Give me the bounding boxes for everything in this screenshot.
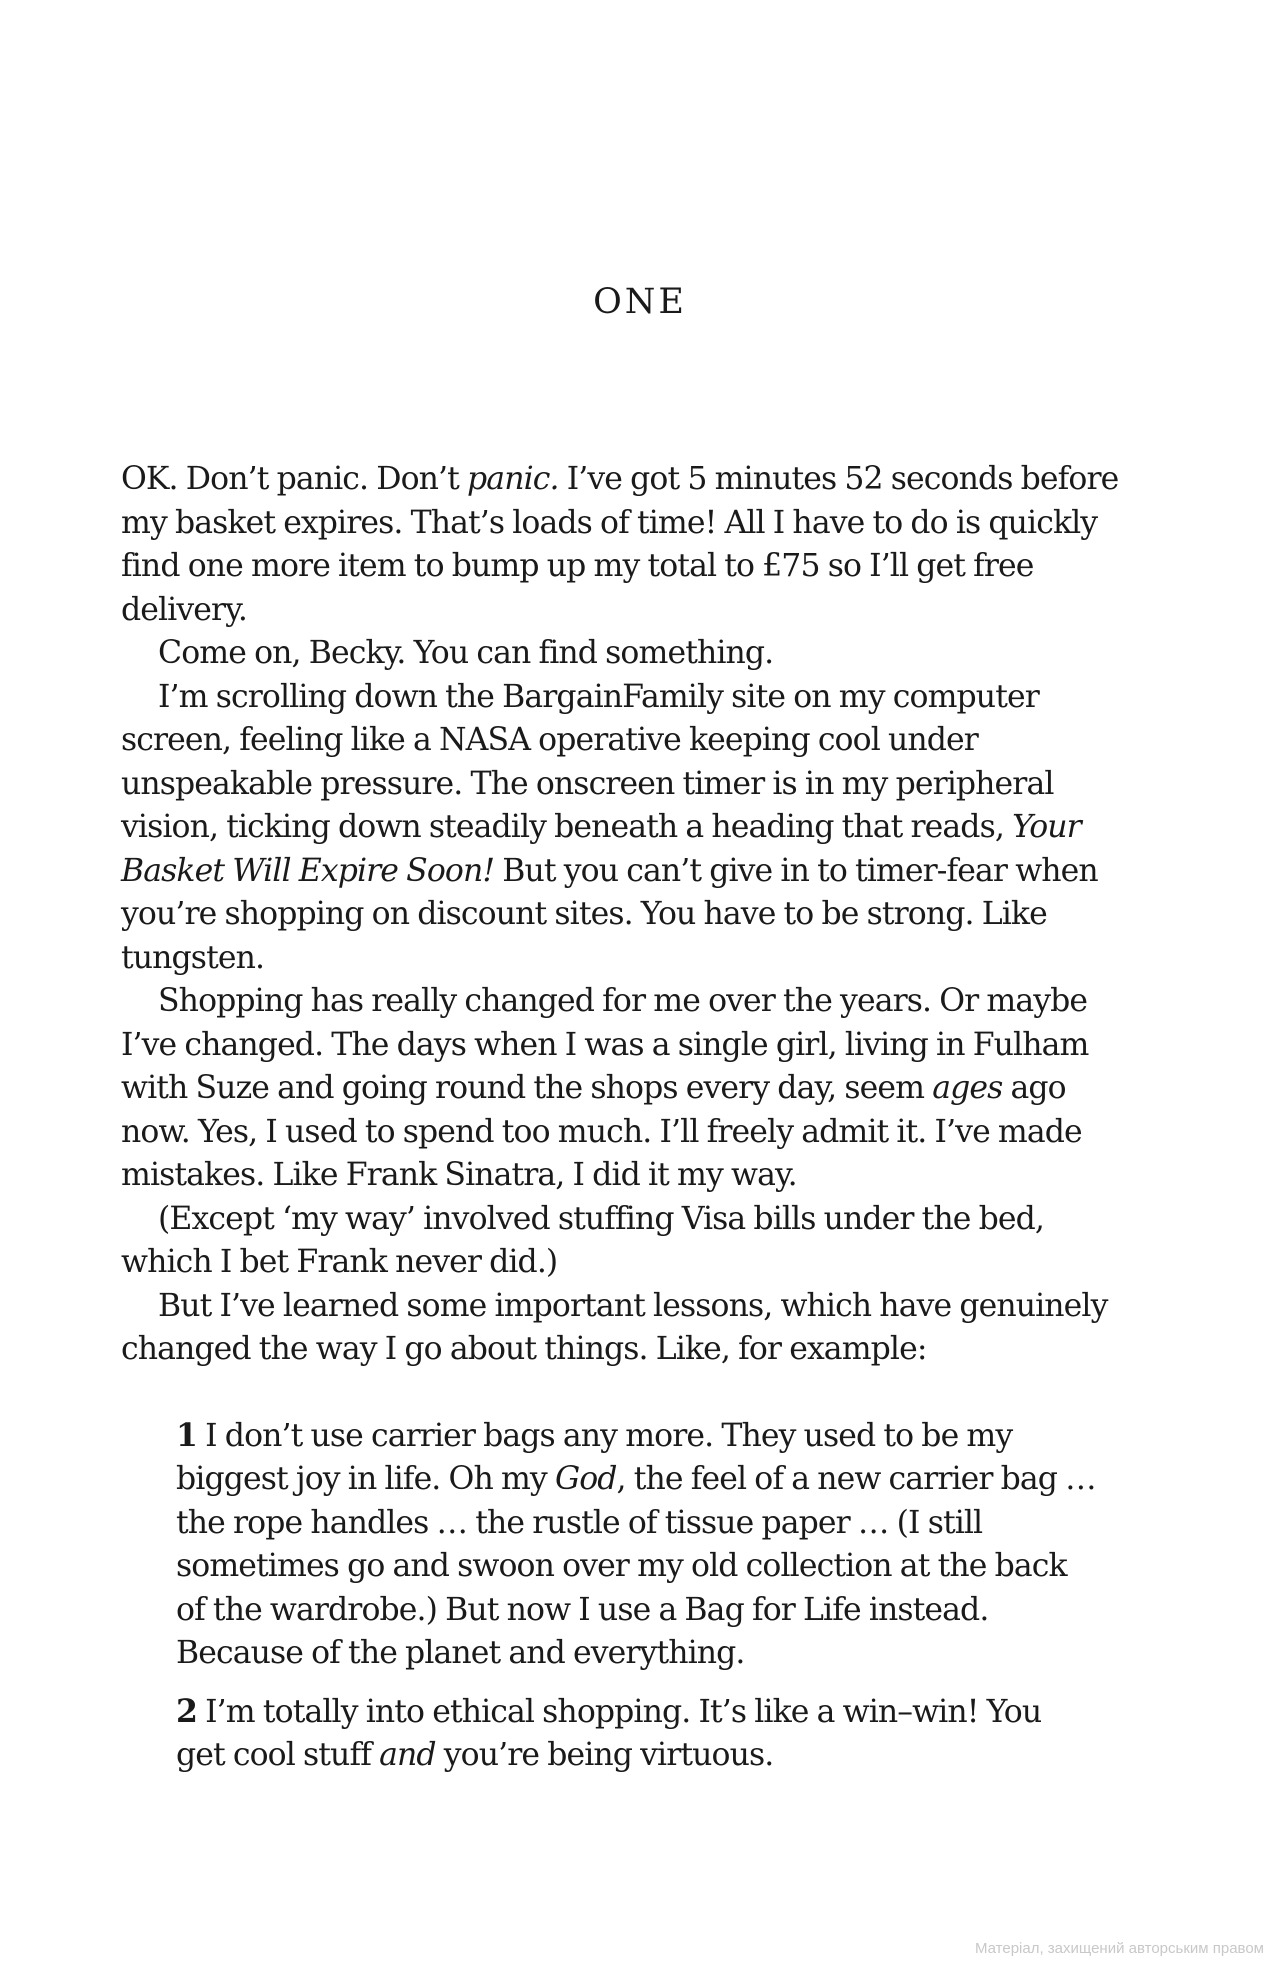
text-line xyxy=(121,1024,1141,1068)
italic-run: Your xyxy=(1012,809,1081,845)
text-run: Shopping has really changed for me over the years. Or maybe xyxy=(158,983,1088,1019)
text-run: (Except ‘my way’ involved stuffing Visa bills under the bed, xyxy=(158,1200,1045,1237)
text-run: with Suze and going round the shops every day, seem xyxy=(121,1070,933,1106)
text-line xyxy=(121,545,1141,589)
text-run: find one more item to bump up my total to £75 so I’ll get free xyxy=(121,548,1034,584)
copyright-note: Матеріал, захищений авторським правом xyxy=(974,1940,1264,1957)
text-run: changed the way I go about things. Like, for example: xyxy=(121,1331,927,1367)
list-item xyxy=(176,1414,1141,1676)
text-line xyxy=(121,1111,1141,1155)
text-run: I’ve got 5 minutes 52 seconds before xyxy=(558,461,1119,497)
list-item xyxy=(176,1690,1141,1778)
italic-run: ages xyxy=(932,1070,1003,1106)
chapter-title: ONE xyxy=(593,282,687,322)
italic-run: God xyxy=(554,1461,617,1497)
text-run: ago xyxy=(1002,1070,1066,1106)
text-run: I’m totally into ethical shopping. It’s like a win–win! You xyxy=(197,1693,1042,1730)
text-line xyxy=(121,1241,1141,1285)
text-run: unspeakable pressure. The onscreen timer is in my peripheral xyxy=(121,765,1054,802)
text-run: Because of the planet and everything. xyxy=(176,1635,745,1671)
text-run: I’m scrolling down the BargainFamily site on my computer xyxy=(158,678,1039,715)
text-line xyxy=(176,1690,1141,1735)
text-line xyxy=(121,893,1141,937)
text-run: tungsten. xyxy=(121,939,265,976)
text-run: biggest joy in life. Oh my xyxy=(176,1461,555,1497)
text-line xyxy=(121,1154,1141,1198)
text-run: my basket expires. That’s loads of time! All I have to do is quickly xyxy=(121,504,1098,541)
text-line xyxy=(176,1545,1141,1589)
text-line xyxy=(121,719,1141,763)
text-line xyxy=(121,632,1141,676)
italic-run: panic. xyxy=(467,461,559,497)
text-run: screen, feeling like a NASA operative keeping cool under xyxy=(121,722,978,758)
paragraphs xyxy=(121,458,1141,1372)
text-run: But I’ve learned some important lessons, which have genuinely xyxy=(158,1287,1108,1324)
italic-run: Basket Will Expire Soon! xyxy=(121,852,495,889)
text-run: which I bet Frank never did.) xyxy=(121,1244,558,1280)
text-line xyxy=(121,589,1141,633)
text-line xyxy=(121,1198,1141,1242)
text-run: mistakes. Like Frank Sinatra, I did it my way. xyxy=(121,1157,797,1193)
text-run: OK. Don’t panic. Don’t xyxy=(121,461,468,497)
text-line xyxy=(121,1285,1141,1329)
list-number: 2 xyxy=(176,1692,198,1730)
italic-run: and xyxy=(379,1737,436,1773)
text-line xyxy=(121,850,1141,894)
text-line xyxy=(121,763,1141,807)
chapter-body xyxy=(121,458,1141,1792)
text-run: vision, ticking down steadily beneath a heading that reads, xyxy=(121,809,1013,845)
text-line xyxy=(121,980,1141,1024)
text-run: the rope handles … the rustle of tissue paper … (I still xyxy=(176,1504,983,1541)
text-run: sometimes go and swoon over my old collection at the back xyxy=(176,1548,1067,1584)
text-run: But you can’t give in to timer-fear when xyxy=(494,852,1098,889)
numbered-list xyxy=(176,1414,1141,1778)
text-line xyxy=(121,937,1141,981)
text-line xyxy=(176,1734,1141,1778)
text-line xyxy=(176,1589,1141,1633)
text-run: I don’t use carrier bags any more. They used to be my xyxy=(197,1417,1013,1454)
text-run: I’ve changed. The days when I was a single girl, living in Fulham xyxy=(121,1026,1089,1063)
text-line xyxy=(121,1328,1141,1372)
text-line xyxy=(176,1414,1141,1459)
text-line xyxy=(176,1458,1141,1502)
text-run: you’re being virtuous. xyxy=(435,1737,774,1773)
text-line xyxy=(121,676,1141,720)
text-run: , the feel of a new carrier bag … xyxy=(616,1461,1096,1497)
text-run: delivery. xyxy=(121,591,247,628)
text-run: now. Yes, I used to spend too much. I’ll freely admit it. I’ve made xyxy=(121,1113,1082,1150)
text-line xyxy=(121,502,1141,546)
text-line xyxy=(176,1502,1141,1546)
text-run: you’re shopping on discount sites. You have to be strong. Like xyxy=(121,896,1047,932)
text-line xyxy=(176,1632,1141,1676)
text-line xyxy=(121,1067,1141,1111)
list-number: 1 xyxy=(176,1416,198,1454)
text-line xyxy=(121,458,1141,502)
text-run: of the wardrobe.) But now I use a Bag for Life instead. xyxy=(176,1591,989,1628)
text-run: Come on, Becky. You can find something. xyxy=(158,635,774,671)
text-line xyxy=(121,806,1141,850)
text-run: get cool stuff xyxy=(176,1737,380,1773)
